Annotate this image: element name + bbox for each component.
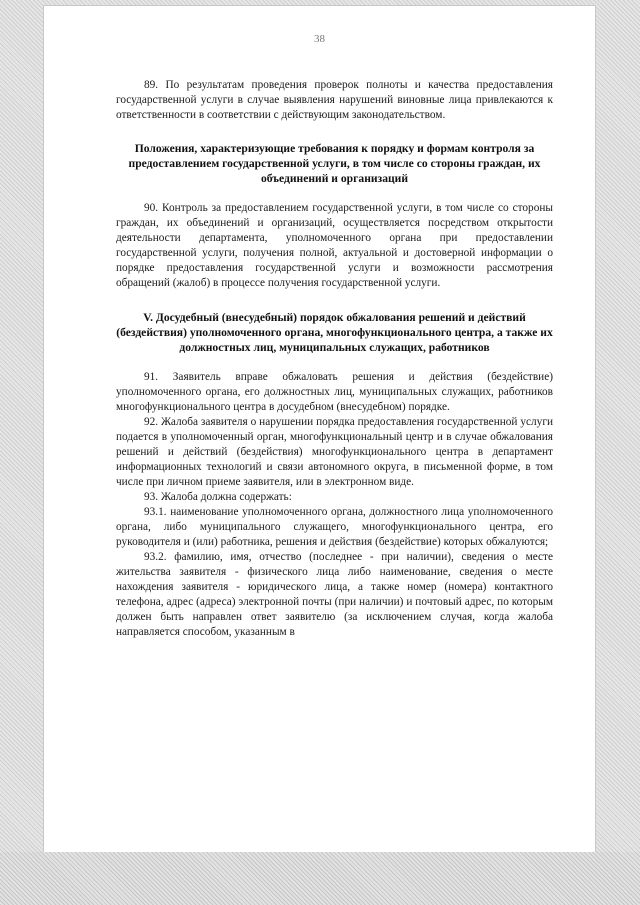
viewer-background — [0, 852, 640, 905]
paragraph-92: 92. Жалоба заявителя о нарушении порядка предоставления государственной услуги подается в уполномоченный орган, многофункциональный центр и в случае обжалования решений и действий (бездействия) многофункционального центра в департамент информационных технологий и связи автономного округа, в письменной форме, в том числе при личном приеме заявителя, или в электронном виде. — [116, 416, 553, 488]
section-heading-appeal-procedure: V. Досудебный (внесудебный) порядок обжалования решений и действий (бездействия) уполномоченного органа, многофункционального центра, а также их должностных лиц, муниципальных служащих, работников — [116, 311, 553, 354]
document-body — [116, 78, 553, 640]
paragraph-93-1: 93.1. наименование уполномоченного органа, должностного лица уполномоченного органа, либо муниципального служащего, многофункционального центра, его руководителя и (или) работника, решения и действия (бездействие) которых обжалуются; — [116, 506, 553, 548]
paragraph-90: 90. Контроль за предоставлением государственной услуги, в том числе со стороны граждан, их объединений и организаций, осуществляется посредством открытости деятельности департамента, уполномоченного органа при предоставлении государственной услуги, получения полной, актуальной и достоверной информации о порядке предоставления государственной услуги и возможности рассмотрения обращений (жалоб) в процессе получения государственной услуги. — [116, 202, 553, 289]
paragraph-89: 89. По результатам проведения проверок полноты и качества предоставления государственной услуги в случае выявления нарушений виновные лица привлекаются к ответственности в соответствии с действующим законодательством. — [116, 79, 553, 121]
document-page — [44, 6, 595, 852]
page-number: 38 — [314, 33, 325, 45]
paragraph-91: 91. Заявитель вправе обжаловать решения и действия (бездействие) уполномоченного органа, его должностных лиц, муниципальных служащих, работников многофункционального центра в досудебном (внесудебном) порядке. — [116, 371, 553, 413]
paragraph-93: 93. Жалоба должна содержать: — [144, 491, 292, 503]
paragraph-93-2: 93.2. фамилию, имя, отчество (последнее - при наличии), сведения о месте жительства заявителя - физического лица либо наименование, сведения о месте нахождения заявителя - юридического лица, а также номер (номера) контактного телефона, адрес (адреса) электронной почты (при наличии) и почтовый адрес, по которым должен быть направлен ответ заявителю (за исключением случая, когда жалоба направляется способом, указанным в — [116, 551, 553, 638]
section-heading-control-requirements: Положения, характеризующие требования к порядку и формам контроля за предоставлением государственной услуги, в том числе со стороны граждан, их объединений и организаций — [128, 142, 541, 185]
